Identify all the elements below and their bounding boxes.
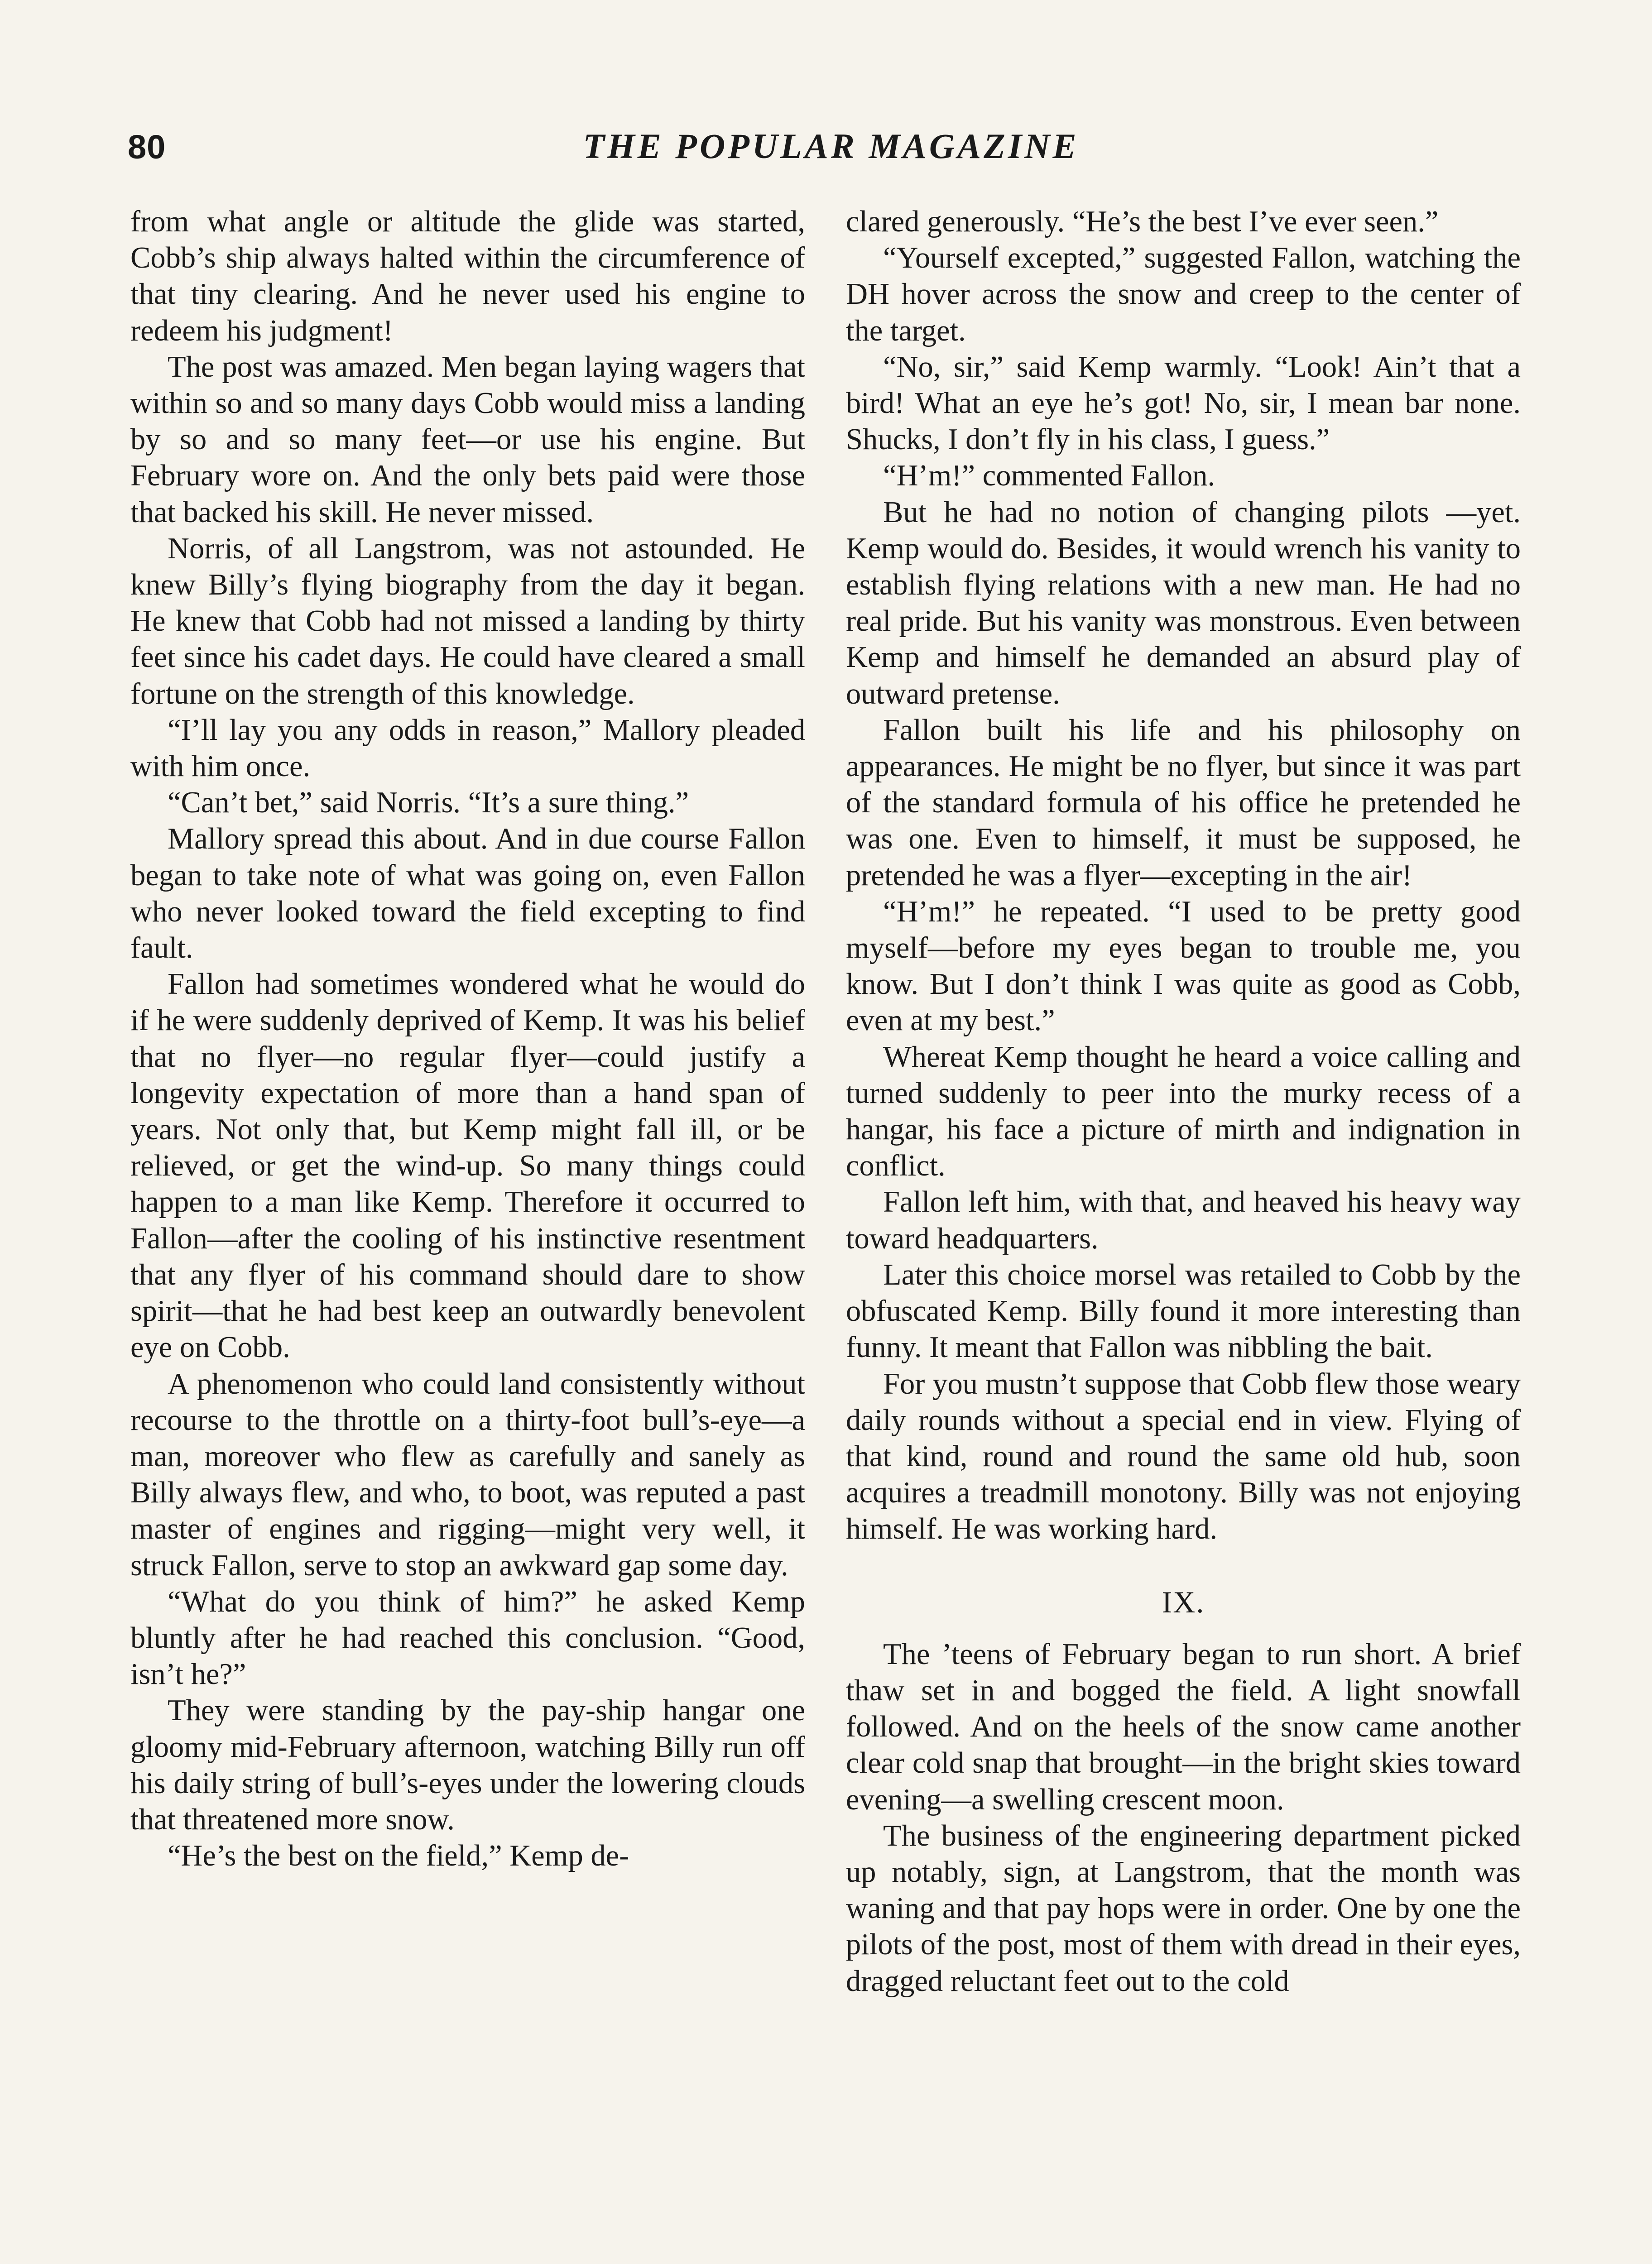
paragraph: Norris, of all Langstrom, was not astounded. He knew Billy’s flying biography from the day it began. He knew that Cobb had not missed a landing by thirty feet since his cadet days. He could have cleared a small fortune on the strength of this knowledge.	[130, 532, 805, 710]
paragraph: from what angle or altitude the glide was started, Cobb’s ship always halted within the circumference of that tiny clearing. And he never used his engine to redeem his judgment!	[130, 205, 805, 347]
paragraph: “No, sir,” said Kemp warmly. “Look! Ain’t that a bird! What an eye he’s got! No, sir, I mean bar none. Shucks, I don’t fly in his class, I guess.”	[846, 350, 1521, 456]
paragraph: The ’teens of February began to run short. A brief thaw set in and bogged the field. A light snowfall followed. And on the heels of the snow came another clear cold snap that brought—in the bright skies toward evening—a swelling crescent moon.	[846, 1637, 1521, 1816]
paragraph: “I’ll lay you any odds in reason,” Mallory pleaded with him once.	[130, 713, 805, 783]
paragraph: Whereat Kemp thought he heard a voice calling and turned suddenly to peer into the murky recess of a hangar, his face a picture of mirth and indignation in conflict.	[846, 1040, 1521, 1183]
paragraph: They were standing by the pay-ship hangar one gloomy mid-February afternoon, watching Billy run off his daily string of bull’s-eyes under the lowering clouds that threatened more snow.	[130, 1694, 805, 1836]
paragraph: “What do you think of him?” he asked Kemp bluntly after he had reached this conclusion. “Good, isn’t he?”	[130, 1585, 805, 1691]
paragraph: Mallory spread this about. And in due course Fallon began to take note of what was going on, even Fallon who never looked toward the field excepting to find fault.	[130, 822, 805, 965]
paragraph: “Yourself excepted,” suggested Fallon, watching the DH hover across the snow and creep to the center of the target.	[846, 241, 1521, 347]
paragraph: A phenomenon who could land consistently without recourse to the throttle on a thirty-foot bull’s-eye—a man, moreover who flew as carefully and sanely as Billy always flew, and who, to boot, was reputed a past master of engines and rigging—might very well, it struck Fallon, serve to stop an awkward gap some day.	[130, 1367, 805, 1582]
paragraph: The post was amazed. Men began laying wagers that within so and so many days Cobb would miss a landing by so and so many feet—or use his engine. But February wore on. And the only bets paid were those that backed his skill. He never missed.	[130, 350, 805, 529]
paragraph: For you mustn’t suppose that Cobb flew those weary daily rounds without a special end in view. Flying of that kind, round and round the same old hub, soon acquires a treadmill monotony. Billy was not enjoying himself. He was working hard.	[846, 1367, 1521, 1546]
left-text-column	[130, 204, 805, 1874]
section-heading: IX.	[1162, 1584, 1205, 1619]
paragraph: “Can’t bet,” said Norris. “It’s a sure thing.”	[168, 786, 689, 820]
paragraph: Fallon had sometimes wondered what he would do if he were suddenly deprived of Kemp. It was his belief that no flyer—no regular flyer—could justify a longevity expectation of more than a hand span of years. Not only that, but Kemp might fall ill, or be relieved, or get the wind-up. So many things could happen to a man like Kemp. Therefore it occurred to Fallon—after the cooling of his instinctive resentment that any flyer of his command should dare to show spirit—that he had best keep an outwardly benevolent eye on Cobb.	[130, 968, 805, 1364]
paragraph: clared generously. “He’s the best I’ve ever seen.”	[846, 205, 1439, 238]
running-head-title: THE POPULAR MAGAZINE	[583, 126, 1079, 166]
paragraph: But he had no notion of changing pilots —yet. Kemp would do. Besides, it would wrench his vanity to establish flying relations with a new man. He had no real pride. But his vanity was monstrous. Even between Kemp and himself he demanded an absurd play of outward pretense.	[846, 495, 1521, 710]
right-text-column	[846, 204, 1521, 2000]
paragraph: Later this choice morsel was retailed to Cobb by the obfuscated Kemp. Billy found it more interesting than funny. It meant that Fallon was nibbling the bait.	[846, 1258, 1521, 1364]
paragraph: “H’m!” commented Fallon.	[883, 459, 1215, 493]
paragraph: Fallon built his life and his philosophy on appearances. He might be no flyer, but since it was part of the standard formula of his office he pretended he was one. Even to himself, it must be supposed, he pretended he was a flyer—excepting in the air!	[846, 713, 1521, 892]
paragraph: “He’s the best on the field,” Kemp de-	[168, 1839, 629, 1873]
paragraph: The business of the engineering department picked up notably, sign, at Langstrom, that the month was waning and that pay hops were in order. One by one the pilots of the post, most of them with dread in their eyes, dragged reluctant feet out to the cold	[846, 1819, 1521, 1998]
page-number: 80	[128, 128, 166, 166]
paragraph: Fallon left him, with that, and heaved his heavy way toward headquarters.	[846, 1185, 1521, 1255]
paragraph: “H’m!” he repeated. “I used to be pretty good myself—before my eyes began to trouble me, you know. But I don’t think I was quite as good as Cobb, even at my best.”	[846, 895, 1521, 1037]
